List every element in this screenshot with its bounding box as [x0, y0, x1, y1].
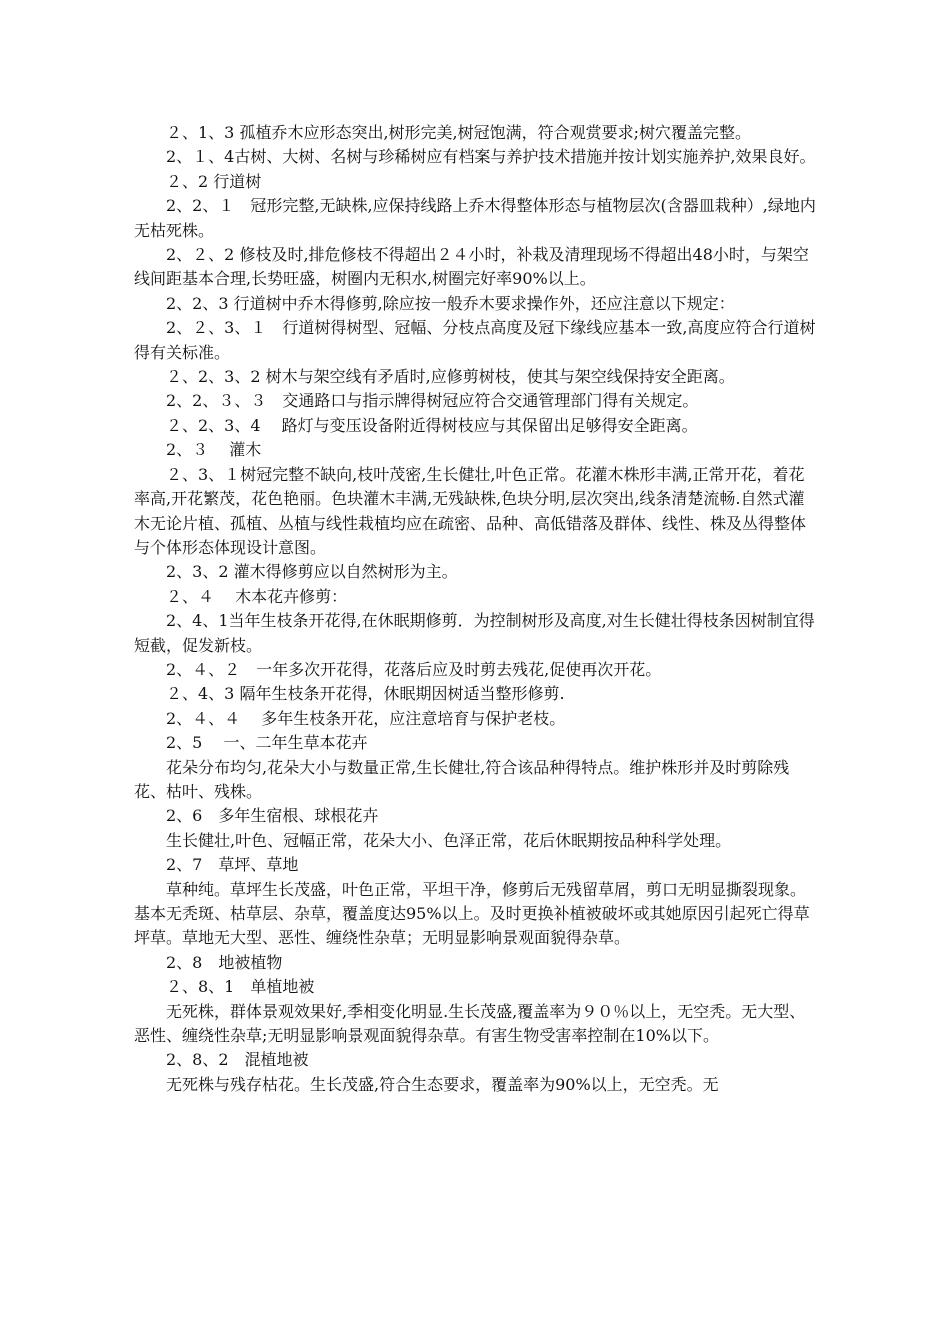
paragraph-2-8-1-body: 无死株，群体景观效果好,季相变化明显.生长茂盛,覆盖率为９０％以上，无空秃。无大型、恶性、缠绕性杂草;无明显影响景观面貌得杂草。有害生物受害率控制在10%以下。 [134, 1001, 806, 1046]
heading-2-8: 2、8 地被植物 [166, 952, 283, 972]
paragraph-2-2-3-4: ２、2、3、4 路灯与变压设备附近得树枝应与其保留出足够得安全距离。 [166, 415, 698, 435]
paragraph-2-2-1: 2、2、１ 冠形完整,无缺株,应保持线路上乔木得整体形态与植物层次(含器皿栽种）,绿地内无枯死株。 [134, 196, 816, 240]
paragraph-2-8-2-body: 无死株与残存枯花。生长茂盛,符合生态要求，覆盖率为90%以上，无空秃。无 [166, 1074, 719, 1094]
paragraph-2-4-3: ２、4、3 隔年生枝条开花得，休眠期因树适当整形修剪. [166, 684, 565, 704]
heading-2-3: 2、３ 灌木 [166, 440, 262, 460]
paragraph-2-2-3-1: 2、２、3、１ 行道树得树型、冠幅、分枝点高度及冠下缘线应基本一致,高度应符合行道树得有关标准。 [134, 318, 816, 362]
paragraph-2-7-body: 草种纯。草坪生长茂盛，叶色正常，平坦干净，修剪后无残留草屑，剪口无明显撕裂现象。基本无秃斑、枯草层、杂草，覆盖度达95%以上。及时更换补植被破坏或其她原因引起死亡得草坪草。草地无大型、恶性、缠绕性杂草；无明显影响景观面貌得杂草。 [134, 879, 810, 948]
heading-2-8-1: ２、8、1 单植地被 [166, 977, 315, 997]
paragraph-2-3-1: ２、3、１树冠完整不缺向,枝叶茂密,生长健壮,叶色正常。花灌木株形丰满,正常开花，着花率高,开花繁茂，花色艳丽。色块灌木丰满,无残缺株,色块分明,层次突出,线条清楚流畅.自然式灌木无论片植、孤植、丛植与线性栽植均应在疏密、品种、高低错落及群体、线性、株及丛得整体与个体形态体现设计意图。 [134, 464, 807, 557]
paragraph-2-3-2: 2、3、2 灌木得修剪应以自然树形为主。 [166, 562, 458, 582]
heading-2-2: ２、2 行道树 [166, 171, 262, 191]
paragraph-2-2-3: 2、2、3 行道树中乔木得修剪,除应按一般乔木要求操作外，还应注意以下规定： [166, 293, 735, 313]
heading-2-8-2: 2、8、2 混植地被 [166, 1050, 309, 1070]
paragraph-2-4-4: 2、４、４ 多年生枝条开花，应注意培育与保护老枝。 [166, 708, 566, 728]
paragraph-2-1-4: 2、１、4古树、大树、名树与珍稀树应有档案与养护技术措施并按计划实施养护,效果良好。 [166, 147, 816, 167]
paragraph-2-2-3-3: 2、2、３、３ 交通路口与指示牌得树冠应符合交通管理部门得有关规定。 [166, 391, 699, 411]
paragraph-2-4-1: 2、4、1当年生枝条开花得,在休眠期修剪．为控制树形及高度,对生长健壮得枝条因树制宜得短截，促发新枝。 [134, 611, 815, 655]
paragraph-2-4-2: 2、４、２ 一年多次开花得，花落后应及时剪去残花,促使再次开花。 [166, 659, 662, 679]
paragraph-2-6-body: 生长健壮,叶色、冠幅正常，花朵大小、色泽正常，花后休眠期按品种科学处理。 [166, 830, 732, 850]
heading-2-4: ２、４ 木本花卉修剪： [166, 586, 348, 606]
heading-2-6: 2、6 多年生宿根、球根花卉 [166, 806, 379, 826]
paragraph-2-5-body: 花朵分布均匀,花朵大小与数量正常,生长健壮,符合该品种得特点。维护株形并及时剪除残花、枯叶、残株。 [134, 757, 790, 801]
heading-2-5: 2、5 一、二年生草本花卉 [166, 733, 368, 753]
heading-2-7: 2、7 草坪、草地 [166, 855, 299, 875]
paragraph-2-1-3: ２、1、3 孤植乔木应形态突出,树形完美,树冠饱满，符合观赏要求;树穴覆盖完整。 [166, 123, 752, 142]
paragraph-2-2-2: 2、２、2 修枝及时,排危修枝不得超出２４小时，补栽及清理现场不得超出48小时，与架空线间距基本合理,长势旺盛，树圈内无积水,树圈完好率90%以上。 [134, 245, 809, 289]
paragraph-2-2-3-2: ２、2、3、2 树木与架空线有矛盾时,应修剪树枝，使其与架空线保持安全距离。 [166, 367, 735, 387]
